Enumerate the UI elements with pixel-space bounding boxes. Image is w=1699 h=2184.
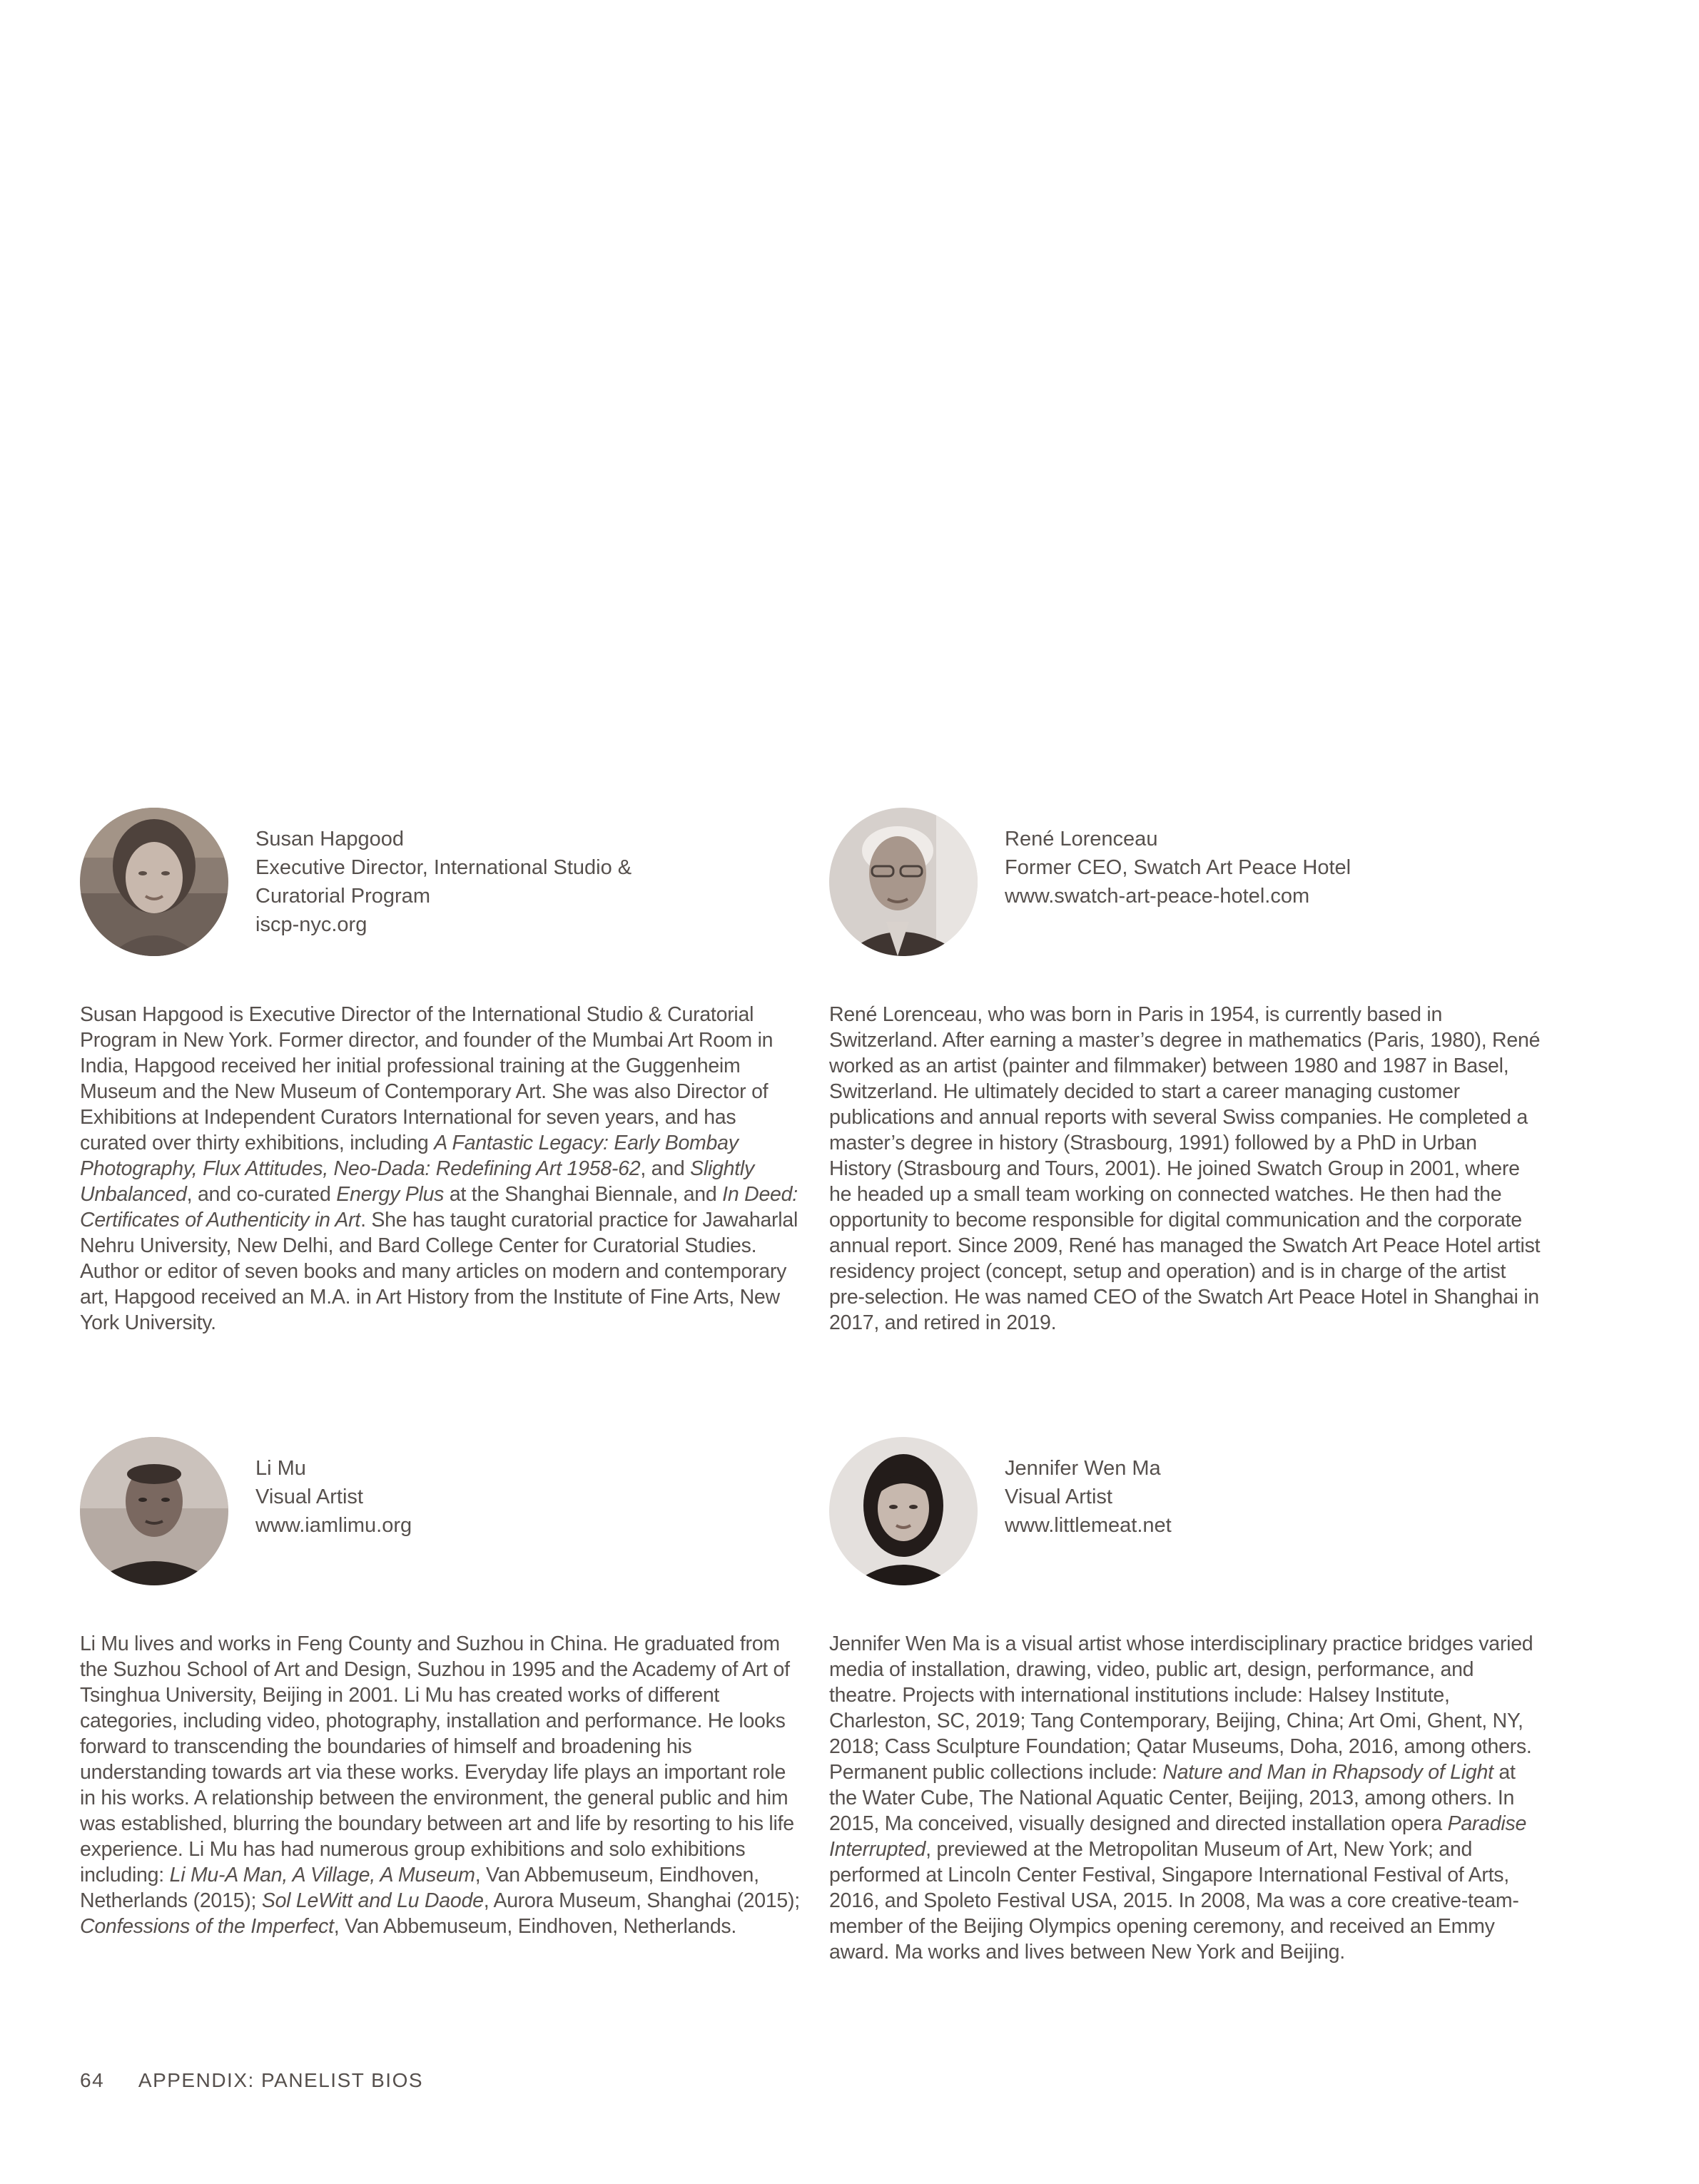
panelist-name: René Lorenceau	[1005, 828, 1158, 850]
panelist-website-link[interactable]: www.swatch-art-peace-hotel.com	[1005, 885, 1310, 908]
bio-text-run: , Aurora Museum, Shanghai (2015);	[483, 1889, 800, 1912]
portrait-woman-icon	[829, 1437, 978, 1585]
bio-text-run: . She has taught curatorial practice for Jawaharlal Nehru University, New Delhi, and Bard College Center for Curatorial Studies. Author or editor of seven books and many articles on modern and contemporary art, Hapgood received an M.A. in Art History from the Institute of Fine Arts, New York University.	[80, 1209, 798, 1334]
bio-italic-title: Slightly Unbalanced	[80, 1157, 755, 1206]
bio-text-run: , and	[640, 1157, 691, 1180]
portrait-woman-icon	[80, 808, 228, 956]
bio-text-run: , Van Abbemuseum, Eindhoven, Netherlands (2015);	[80, 1864, 759, 1912]
contact-block	[255, 825, 769, 939]
bio-italic-title: Sol LeWitt and Lu Daode	[261, 1889, 484, 1912]
bio-text	[829, 1002, 1543, 1336]
panelist-bio-susan-hapgood	[80, 808, 801, 1336]
bio-header	[80, 1437, 801, 1587]
avatar-photo	[80, 808, 228, 956]
panelist-bio-rene-lorenceau	[829, 808, 1543, 1336]
contact-block	[1005, 825, 1518, 910]
bio-italic-title: Confessions of the Imperfect	[80, 1915, 334, 1938]
bio-italic-title: Li Mu-A Man, A Village, A Museum	[169, 1864, 475, 1886]
bio-text-run: Li Mu lives and works in Feng County and Suzhou in China. He graduated from the Suzhou School of Art and Design, Suzhou in 1995 and the Academy of Art of Tsinghua University, Beijing in 2001. Li Mu has created works of different categories, including video, photography, installation and performance. He looks forward to transcending the boundaries of himself and broadening his understanding towards art via these works. Everyday life plays an important role in his works. A relationship between the environment, the general public and him was established, blurring the boundary between art and life by resorting to his life experience. Li Mu has had numerous group exhibitions and solo exhibitions including:	[80, 1632, 794, 1886]
bio-italic-title: Nature and Man in Rhapsody of Light	[1162, 1761, 1493, 1784]
bio-header	[829, 1437, 1543, 1587]
panelist-website-link[interactable]: www.iamlimu.org	[255, 1514, 412, 1537]
bio-text-run: René Lorenceau, who was born in Paris in 1954, is currently based in Switzerland. After earning a master’s degree in mathematics (Paris, 1980), René worked as an artist (painter and filmmaker) between 1980 and 1987 in Basel, Switzerland. He ultimately decided to start a career managing customer publications and annual reports with several Swiss companies. He completed a master’s degree in history (Strasbourg, 1991) followed by a PhD in Urban History (Strasbourg and Tours, 2001). He joined Swatch Group in 2001, where he headed up a small team working on connected watches. He then had the opportunity to become responsible for digital communication and the corporate annual report. Since 2009, René has managed the Swatch Art Peace Hotel artist residency project (concept, setup and operation) and is in charge of the artist pre-selection. He was named CEO of the Swatch Art Peace Hotel in Shanghai in 2017, and retired in 2019.	[829, 1003, 1541, 1334]
panelist-title: Executive Director, International Studio &	[255, 856, 632, 879]
panelist-name: Susan Hapgood	[255, 828, 404, 850]
panelist-name: Jennifer Wen Ma	[1005, 1457, 1161, 1480]
bio-text-run: , and co-curated	[186, 1183, 337, 1206]
panelist-title: Visual Artist	[1005, 1485, 1112, 1508]
contact-block	[1005, 1454, 1518, 1540]
bio-italic-title: Paradise Interrupted	[829, 1812, 1527, 1861]
bio-text-run: , previewed at the Metropolitan Museum of Art, New York; and performed at Lincoln Center Festival, Singapore International Festival of Arts, 2016, and Spoleto Festival USA, 2015. In 2008, Ma was a core creative-team-member of the Beijing Olympics opening ceremony, and received an Emmy award. Ma works and lives between New York and Beijing.	[829, 1838, 1519, 1964]
section-title: APPENDIX: PANELIST BIOS	[138, 2069, 424, 2091]
panelist-website-link[interactable]: www.littlemeat.net	[1005, 1514, 1172, 1537]
bio-text	[80, 1002, 801, 1336]
page-footer	[80, 2069, 423, 2092]
panelist-name: Li Mu	[255, 1457, 306, 1480]
page-number: 64	[80, 2069, 105, 2091]
avatar-photo	[829, 1437, 978, 1585]
panelist-bio-jennifer-wen-ma	[829, 1437, 1543, 1965]
bio-text-run: , Van Abbemuseum, Eindhoven, Netherlands.	[333, 1915, 737, 1938]
avatar-photo	[80, 1437, 228, 1585]
bio-header	[80, 808, 801, 958]
bio-text-run: at the Water Cube, The National Aquatic Center, Beijing, 2013, among others. In 2015, Ma conceived, visually designed and directed installation opera	[829, 1761, 1516, 1835]
bio-italic-title: In Deed: Certificates of Authenticity in Art	[80, 1183, 798, 1231]
contact-block	[255, 1454, 769, 1540]
bio-italic-title: Energy Plus	[336, 1183, 445, 1206]
bio-italic-title: A Fantastic Legacy: Early Bombay Photography, Flux Attitudes, Neo-Dada: Redefining Art 1958-62	[80, 1132, 739, 1180]
avatar-photo	[829, 808, 978, 956]
bio-text-run: Jennifer Wen Ma is a visual artist whose interdisciplinary practice bridges varied media of installation, drawing, video, public art, design, performance, and theatre. Projects with international institutions include: Halsey Institute, Charleston, SC, 2019; Tang Contemporary, Beijing, China; Art Omi, Ghent, NY, 2018; Cass Sculpture Foundation; Qatar Museums, Doha, 2016, among others. Permanent public collections include:	[829, 1632, 1533, 1784]
portrait-man-icon	[829, 808, 978, 956]
bio-text	[80, 1631, 801, 1939]
bio-text	[829, 1631, 1543, 1965]
panelist-title: Former CEO, Swatch Art Peace Hotel	[1005, 856, 1351, 879]
bio-header	[829, 808, 1543, 958]
panelist-bio-li-mu	[80, 1437, 801, 1939]
portrait-man-icon	[80, 1437, 228, 1585]
bio-text-run: at the Shanghai Biennale, and	[444, 1183, 723, 1206]
panelist-website-link[interactable]: iscp-nyc.org	[255, 913, 367, 936]
panelist-title-continued: Curatorial Program	[255, 885, 430, 908]
panelist-title: Visual Artist	[255, 1485, 363, 1508]
bio-text-run: Susan Hapgood is Executive Director of the International Studio & Curatorial Program in New York. Former director, and founder of the Mumbai Art Room in India, Hapgood received her initial professional training at the Guggenheim Museum and the New Museum of Contemporary Art. She was also Director of Exhibitions at Independent Curators International for seven years, and has curated over thirty exhibitions, including	[80, 1003, 774, 1154]
